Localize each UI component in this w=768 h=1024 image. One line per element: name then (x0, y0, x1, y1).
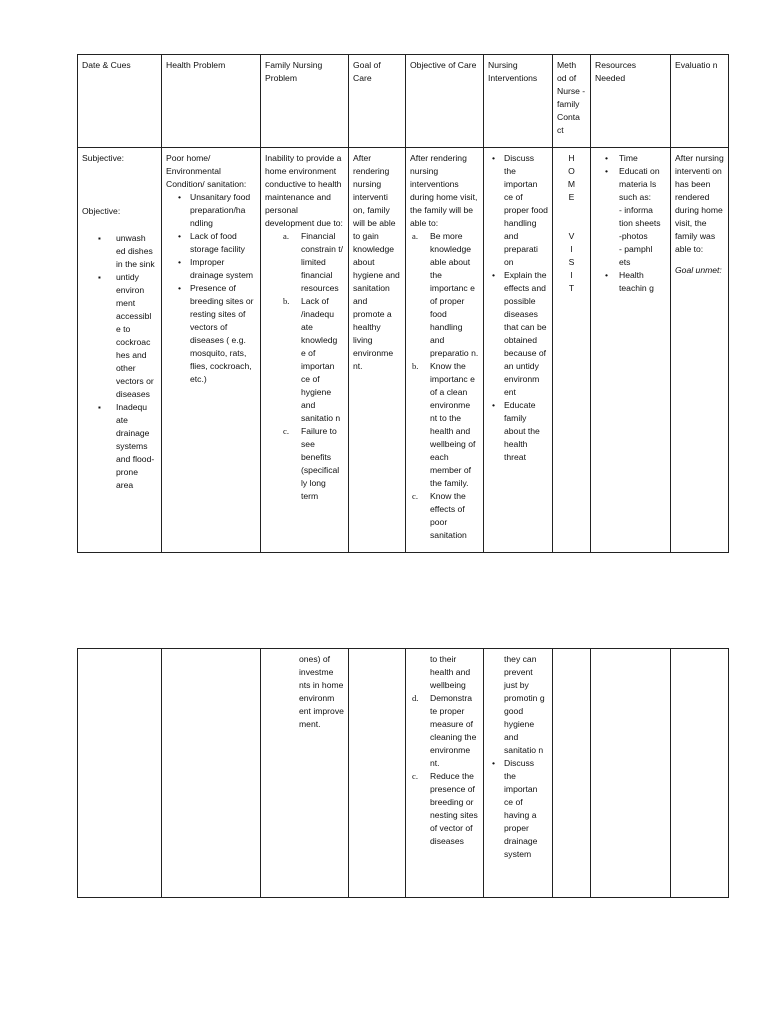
objective-cell (406, 148, 484, 553)
header-family-nursing-problem: Family Nursing Problem (261, 55, 349, 148)
plan-row (78, 148, 729, 553)
objective-label: Objective: (82, 206, 121, 216)
list-item: c. Reduce the presence of breeding or nesting sites of vector of diseases (412, 771, 478, 846)
list-item: ▪ Inadequ ate drainage systems and flood-prone area (82, 401, 157, 492)
method-cell (553, 649, 591, 898)
interventions-list (488, 152, 548, 464)
objective-intro: After rendering nursing interventions during home visit, the family will be able to: (410, 153, 478, 228)
list-item: • Improper drainage system (174, 256, 256, 282)
goal-cell: After rendering nursing interventi on, family will be able to gain knowledge about hygiene and sanitation and promote a healthy living environme nt. (349, 148, 406, 553)
header-goal-of-care: Goal of Care (349, 55, 406, 148)
objective-list (410, 692, 479, 848)
list-item: • Explain the effects and possible diseases that can be obtained because of an untidy environm ent (488, 269, 548, 399)
family-problem-intro: Inability to provide a home environment conductive to health maintenance and personal development due to: (265, 153, 343, 228)
list-item: a. Financial constrain t/ limited financial resources (283, 231, 344, 293)
family-problem-cell (261, 148, 349, 553)
resources-cell (591, 148, 671, 553)
objective-list (410, 230, 479, 542)
objective-cues-list (82, 232, 157, 492)
nursing-care-plan-table-continued (77, 648, 729, 898)
objective-continued: to their health and wellbeing (430, 654, 471, 690)
resources-cell (591, 649, 671, 898)
header-objective-of-care: Objective of Care (406, 55, 484, 148)
interventions-cell (484, 148, 553, 553)
evaluation-text: After nursing interventi on has been rendered during home visit, the family was able to: (675, 153, 724, 254)
list-item: a. Be more knowledge able about the importanc e of proper food handling and preparatio n. (412, 231, 479, 358)
family-problem-list (281, 230, 344, 503)
list-item: • Time (595, 152, 666, 165)
header-nursing-interventions: Nursing Interventions (484, 55, 553, 148)
cues-cell (78, 148, 162, 553)
method-cell (553, 148, 591, 553)
header-health-problem: Health Problem (162, 55, 261, 148)
list-item: d. Demonstra te proper measure of cleaning the environme nt. (412, 693, 477, 768)
health-problem-list (174, 191, 256, 386)
cues-cell (78, 649, 162, 898)
list-item: ▪ unwash ed dishes in the sink (82, 232, 157, 271)
family-problem-continued: ones) of investme nts in home environm ent improve ment. (299, 654, 344, 729)
evaluation-cell (671, 649, 729, 898)
list-item: • Educate family about the health threat (488, 399, 548, 464)
list-item: • Discuss the importan ce of having a proper drainage system (488, 757, 548, 861)
list-item: • Unsanitary food preparation/ha ndling (174, 191, 256, 230)
health-problem-cell (162, 649, 261, 898)
evaluation-cell (671, 148, 729, 553)
list-item: • Health teachin g (595, 269, 666, 295)
list-item: • Lack of food storage facility (174, 230, 256, 256)
header-method-of-contact: Meth od of Nurse - family Conta ct (553, 55, 591, 148)
interventions-list (488, 757, 548, 861)
header-evaluation: Evaluatio n (671, 55, 729, 148)
list-item: • Presence of breeding sites or resting sites of vectors of diseases ( e.g. mosquito, rats, flies, cockroach, etc.) (174, 282, 256, 386)
header-date-cues: Date & Cues (78, 55, 162, 148)
header-resources-needed: Resources Needed (591, 55, 671, 148)
list-item: • Discuss the importan ce of proper food handling and preparati on (488, 152, 548, 269)
list-item: • Educati on materia ls such as: - informa tion sheets -photos - pamphl ets (595, 165, 666, 269)
list-item: c. Know the effects of poor sanitation (412, 491, 467, 540)
subjective-label: Subjective: (82, 153, 125, 163)
list-item: b. Know the importanc e of a clean environme nt to the health and wellbeing of each member of the family. (412, 361, 476, 488)
list-item: ▪ untidy environ ment accessibl e to cockroac hes and other vectors or diseases (82, 271, 157, 401)
interventions-cell (484, 649, 553, 898)
goal-cell (349, 649, 406, 898)
family-problem-cell (261, 649, 349, 898)
health-problem-intro: Poor home/ Environmental Condition/ sanitation: (166, 153, 247, 189)
evaluation-status: Goal unmet: (675, 265, 722, 275)
plan-row (78, 649, 729, 898)
list-item: c. Failure to see benefits (specifical ly long term (283, 426, 340, 501)
health-problem-cell (162, 148, 261, 553)
header-row (78, 55, 729, 148)
nursing-care-plan-table (77, 54, 729, 553)
list-item: b. Lack of /inadequ ate knowledg e of importan ce of hygiene and sanitatio n (283, 296, 341, 423)
resources-list (595, 152, 666, 295)
interventions-continued: they can prevent just by promotin g good hygiene and sanitatio n (504, 654, 545, 755)
objective-cell (406, 649, 484, 898)
method-home-visit: H O M E V I S I T (567, 153, 576, 293)
